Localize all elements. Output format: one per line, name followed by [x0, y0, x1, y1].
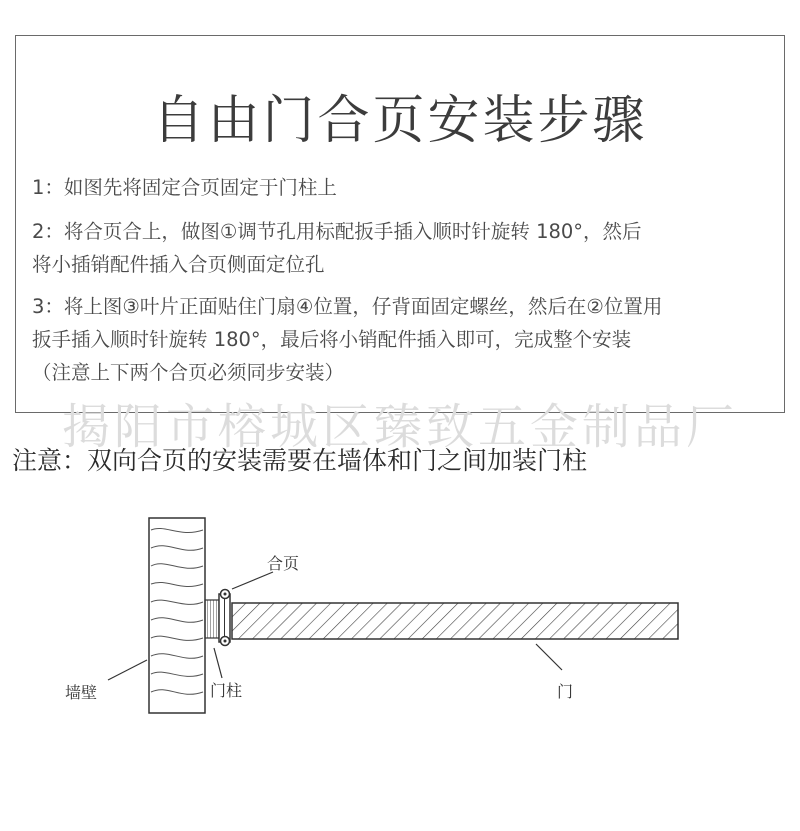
door — [232, 603, 678, 639]
page-title: 自由门合页安装步骤 — [152, 91, 648, 151]
door-post — [205, 600, 219, 638]
wall — [149, 518, 205, 713]
door-leader — [536, 644, 562, 670]
post-leader — [214, 648, 222, 678]
door-post-label: 门柱 — [210, 681, 243, 700]
hinge-leader — [232, 572, 273, 589]
installation-note: 注意：双向合页的安装需要在墙体和门之间加装门柱 — [12, 446, 588, 475]
wall-label: 墙壁 — [65, 683, 98, 702]
watermark: 揭阳市榕城区臻致五金制品厂 — [61, 399, 738, 455]
hinge — [219, 590, 230, 646]
step-3-line-2: 扳手插入顺时针旋转 180°，最后将小销配件插入即可，完成整个安装 — [32, 328, 632, 351]
step-3-line-3: （注意上下两个合页必须同步安装） — [32, 361, 345, 384]
wall-leader — [108, 660, 147, 680]
step-3-line-1: 3：将上图③叶片正面贴住门扇④位置，仔背面固定螺丝，然后在②位置用 — [32, 295, 663, 318]
step-2-line-2: 将小插销配件插入合页侧面定位孔 — [32, 253, 325, 276]
step-2-line-1: 2：将合页合上，做图①调节孔用标配扳手插入顺时针旋转 180°，然后 — [32, 220, 642, 243]
door-label: 门 — [557, 682, 574, 701]
hinge-label: 合页 — [267, 554, 300, 573]
step-1-line-1: 1：如图先将固定合页固定于门柱上 — [32, 176, 337, 199]
